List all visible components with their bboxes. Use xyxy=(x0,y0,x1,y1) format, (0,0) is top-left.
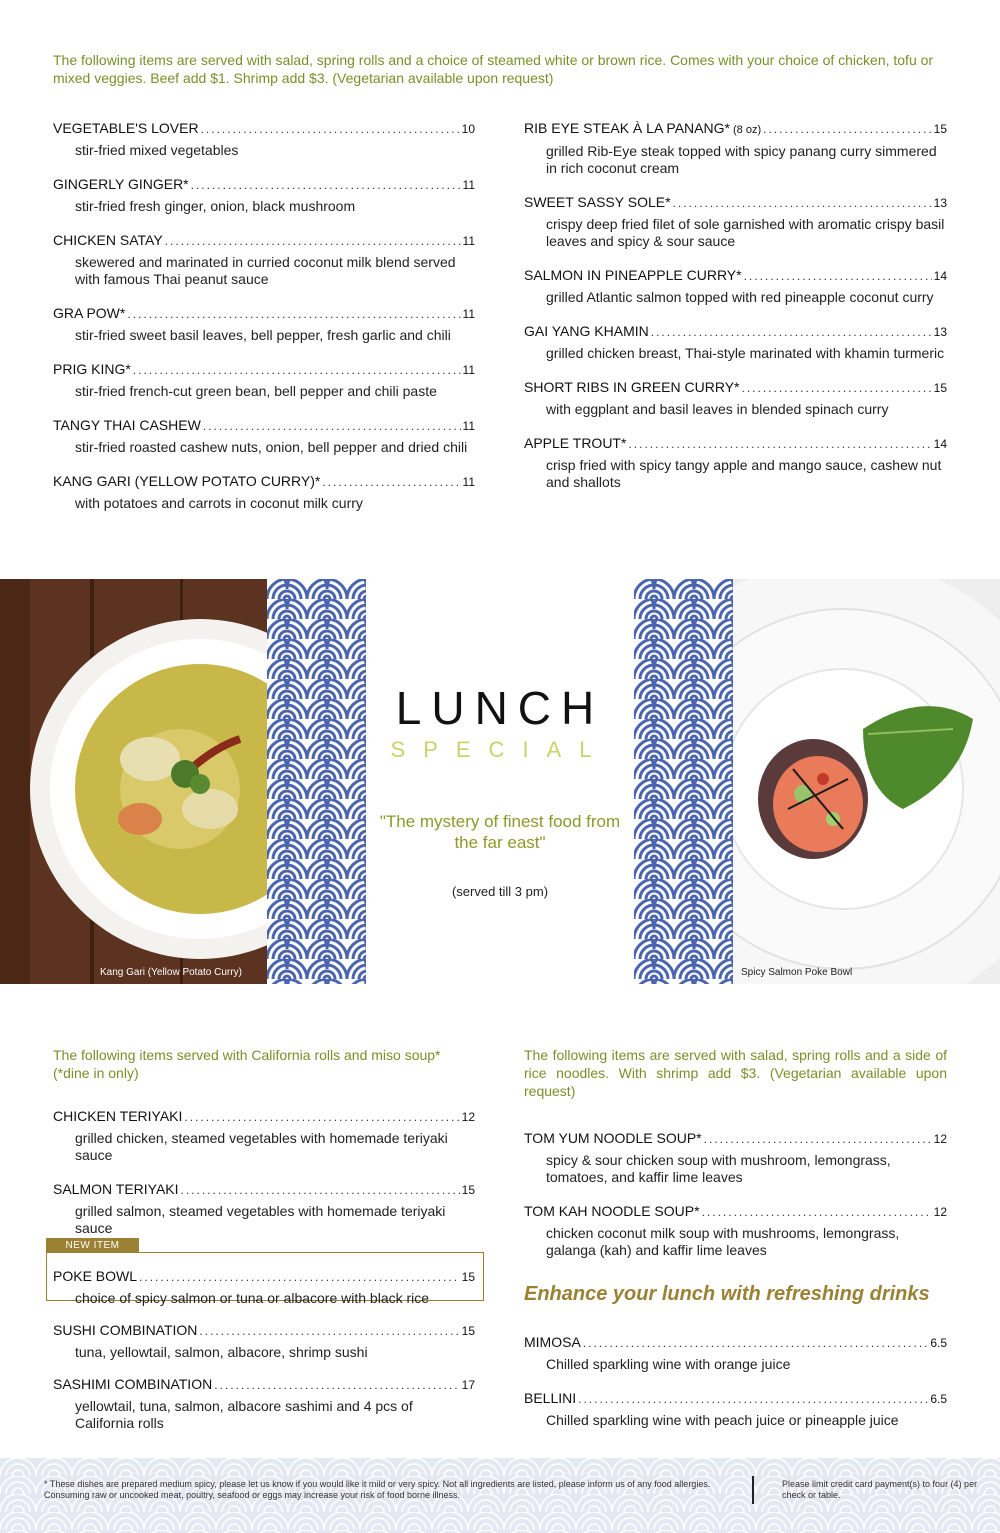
item-name: GINGERLY GINGER* xyxy=(53,176,189,192)
item-price: 14 xyxy=(933,269,947,283)
menu-item xyxy=(524,1389,947,1429)
item-price: 13 xyxy=(933,325,947,339)
dot-leader xyxy=(199,1322,459,1340)
item-description: stir-fried mixed vegetables xyxy=(75,142,239,158)
item-price: 15 xyxy=(933,122,947,136)
lunch-title: LUNCH xyxy=(395,682,605,734)
item-description: with potatoes and carrots in coconut milk curry xyxy=(75,495,363,511)
poke-bowl-image xyxy=(733,579,1000,984)
dot-leader xyxy=(201,120,460,138)
item-price: 15 xyxy=(461,1324,475,1338)
drinks-menu-column xyxy=(524,1333,947,1429)
item-price: 15 xyxy=(933,381,947,395)
item-price: 11 xyxy=(462,419,475,433)
bottom-right-menu-column xyxy=(524,1129,947,1259)
item-name: VEGETABLE'S LOVER xyxy=(53,120,199,136)
item-name: MIMOSA xyxy=(524,1334,581,1350)
bottom-left-menu-column xyxy=(53,1107,475,1432)
menu-item xyxy=(524,193,947,250)
item-description: skewered and marinated in curried coconut milk blend served with famous Thai peanut sauce xyxy=(75,254,456,287)
item-price: 12 xyxy=(933,1132,947,1146)
item-name: TOM YUM NOODLE SOUP* xyxy=(524,1130,702,1146)
left-photo-caption: Kang Gari (Yellow Potato Curry) xyxy=(100,967,242,978)
item-price: 17 xyxy=(461,1378,475,1392)
item-name: TANGY THAI CASHEW xyxy=(53,417,201,433)
item-name: KANG GARI (YELLOW POTATO CURRY)* xyxy=(53,473,321,489)
seigaiha-pattern-left xyxy=(267,579,366,984)
item-price: 10 xyxy=(461,122,475,136)
dot-leader xyxy=(583,1334,929,1352)
served-hours: (served till 3 pm) xyxy=(451,884,549,899)
item-price: 6.5 xyxy=(930,1392,947,1406)
item-name: SALMON IN PINEAPPLE CURRY* xyxy=(524,267,742,283)
kang-gari-photo xyxy=(0,579,267,984)
top-intro: The following items are served with salad, spring rolls and a choice of steamed white or brown rice. Comes with your choice of chicken, tofu or mixed veggies. Beef add $1. Shrimp add $3. (Vegetarian available upon request) xyxy=(53,52,934,86)
lunch-special-banner xyxy=(0,579,1000,984)
item-name: SALMON TERIYAKI xyxy=(53,1181,179,1197)
right-menu-column xyxy=(524,119,947,491)
menu-item xyxy=(53,119,475,159)
curry-bowl-image xyxy=(0,579,267,984)
item-price: 14 xyxy=(933,437,947,451)
item-price: 6.5 xyxy=(930,1336,947,1350)
dot-leader xyxy=(165,232,461,250)
menu-item xyxy=(53,1375,475,1432)
seigaiha-pattern-right xyxy=(634,579,733,984)
special-subtitle: SPECIAL xyxy=(390,737,610,762)
item-price: 11 xyxy=(462,178,475,192)
item-description: grilled chicken, steamed vegetables with homemade teriyaki sauce xyxy=(75,1130,448,1163)
item-name: GRA POW* xyxy=(53,305,126,321)
dot-leader xyxy=(322,473,460,491)
item-price: 11 xyxy=(462,475,475,489)
drinks-heading: Enhance your lunch with refreshing drinks xyxy=(524,1283,930,1305)
item-description: tuna, yellowtail, salmon, albacore, shrimp sushi xyxy=(75,1344,368,1360)
bottom-left-intro: The following items served with California rolls and miso soup* (*dine in only) xyxy=(53,1047,441,1081)
footer-divider xyxy=(752,1476,754,1504)
dot-leader xyxy=(702,1203,932,1221)
item-description: stir-fried fresh ginger, onion, black mushroom xyxy=(75,198,356,214)
item-description: stir-fried sweet basil leaves, bell pepper, fresh garlic and chili xyxy=(75,327,451,343)
item-description: stir-fried roasted cashew nuts, onion, bell pepper and dried chili xyxy=(75,439,468,455)
menu-item xyxy=(524,1202,947,1259)
tagline-quote: "The mystery of finest food from the far east" xyxy=(379,812,621,852)
dot-leader xyxy=(203,417,461,435)
item-price: 13 xyxy=(933,196,947,210)
item-description: grilled chicken breast, Thai-style marinated with khamin turmeric xyxy=(546,345,945,361)
dot-leader xyxy=(214,1376,459,1394)
item-name: GAI YANG KHAMIN xyxy=(524,323,649,339)
dot-leader xyxy=(742,379,932,397)
new-item-badge: NEW ITEM xyxy=(46,1238,139,1253)
menu-item xyxy=(53,1321,475,1361)
dot-leader xyxy=(744,267,932,285)
item-description: choice of spicy salmon or tuna or albacore with black rice xyxy=(75,1290,430,1306)
card-payment-note: Please limit credit card payment(s) to four (4) per check or table. xyxy=(782,1479,978,1500)
menu-item xyxy=(524,1129,947,1186)
item-name: POKE BOWL xyxy=(53,1268,138,1284)
dot-leader xyxy=(704,1130,932,1148)
menu-item xyxy=(53,231,475,288)
item-description: with eggplant and basil leaves in blended spinach curry xyxy=(546,401,889,417)
dot-leader xyxy=(191,176,461,194)
menu-item xyxy=(524,378,947,418)
menu-item xyxy=(524,266,947,306)
poke-bowl-photo xyxy=(733,579,1000,984)
item-name: SUSHI COMBINATION xyxy=(53,1322,198,1338)
item-price: 15 xyxy=(461,1183,475,1197)
item-name: APPLE TROUT* xyxy=(524,435,627,451)
item-name: PRIG KING* xyxy=(53,361,131,377)
right-photo-caption: Spicy Salmon Poke Bowl xyxy=(741,967,853,978)
item-description: yellowtail, tuna, salmon, albacore sashimi and 4 pcs of California rolls xyxy=(75,1398,413,1431)
item-description: Chilled sparkling wine with orange juice xyxy=(546,1356,791,1372)
allergy-disclaimer: * These dishes are prepared medium spicy, please let us know if you would like it mild or very spicy. Not all ingredients are listed, please inform us of any food allergies. Consuming raw or uncooked meat, poultry, seafood or eggs may increase your risk of food borne illness. xyxy=(44,1479,711,1500)
menu-item xyxy=(53,416,475,456)
item-name: BELLINI xyxy=(524,1390,577,1406)
item-name: RIB EYE STEAK À LA PANANG* (8 oz) xyxy=(524,120,762,136)
dot-leader xyxy=(139,1268,460,1286)
dot-leader xyxy=(763,120,932,138)
item-price: 12 xyxy=(461,1110,475,1124)
item-name: CHICKEN TERIYAKI xyxy=(53,1108,183,1124)
dot-leader xyxy=(628,435,931,453)
item-name: SASHIMI COMBINATION xyxy=(53,1376,213,1392)
item-price: 12 xyxy=(933,1205,947,1219)
item-price: 11 xyxy=(462,363,475,377)
menu-item xyxy=(53,360,475,400)
dot-leader xyxy=(651,323,932,341)
menu-item xyxy=(524,322,947,362)
item-description: grilled Rib-Eye steak topped with spicy panang curry simmered in rich coconut cream xyxy=(546,143,937,176)
menu-item xyxy=(53,1107,475,1164)
dot-leader xyxy=(673,194,932,212)
dot-leader xyxy=(133,361,461,379)
menu-item xyxy=(53,175,475,215)
item-description: spicy & sour chicken soup with mushroom, lemongrass, tomatoes, and kaffir lime leaves xyxy=(546,1152,891,1185)
item-description: grilled salmon, steamed vegetables with homemade teriyaki sauce xyxy=(75,1203,446,1236)
item-name: SHORT RIBS IN GREEN CURRY* xyxy=(524,379,740,395)
item-name: CHICKEN SATAY xyxy=(53,232,163,248)
item-description: chicken coconut milk soup with mushrooms, lemongrass, galanga (kah) and kaffir lime leaves xyxy=(546,1225,900,1258)
menu-item xyxy=(524,434,947,491)
item-name: TOM KAH NOODLE SOUP* xyxy=(524,1203,700,1219)
item-description: Chilled sparkling wine with peach juice or pineapple juice xyxy=(546,1412,899,1428)
item-price: 15 xyxy=(461,1270,475,1284)
menu-item xyxy=(53,472,475,512)
item-description: grilled Atlantic salmon topped with red pineapple coconut curry xyxy=(546,289,934,305)
item-description: crisp fried with spicy tangy apple and mango sauce, cashew nut and shallots xyxy=(546,457,942,490)
item-price: 11 xyxy=(462,307,475,321)
item-price: 11 xyxy=(462,234,475,248)
menu-item xyxy=(53,1267,475,1307)
bottom-right-intro: The following items are served with salad, spring rolls and a side of rice noodles. With shrimp add $3. (Vegetarian available upon request) xyxy=(524,1047,947,1099)
item-description: stir-fried french-cut green bean, bell pepper and chili paste xyxy=(75,383,437,399)
item-note: (8 oz) xyxy=(729,124,762,136)
dot-leader xyxy=(127,305,460,323)
menu-item xyxy=(53,304,475,344)
menu-item xyxy=(524,1333,947,1373)
menu-item xyxy=(53,1180,475,1237)
item-name: SWEET SASSY SOLE* xyxy=(524,194,671,210)
left-menu-column xyxy=(53,119,475,512)
menu-item xyxy=(524,119,947,177)
dot-leader xyxy=(181,1181,460,1199)
item-description: crispy deep fried filet of sole garnished with aromatic crispy basil leaves and spicy & sour sauce xyxy=(546,216,945,249)
dot-leader xyxy=(184,1108,459,1126)
dot-leader xyxy=(578,1390,928,1408)
